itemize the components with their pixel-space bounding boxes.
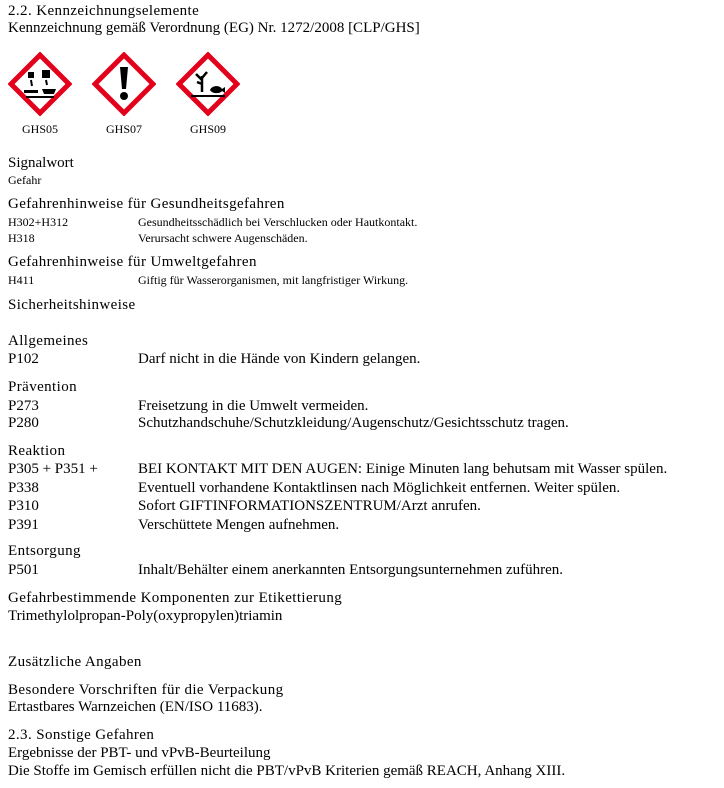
precaution-code: P273 [8,398,39,414]
disposal-title: Entsorgung [8,543,81,559]
exclamation-mark-icon [92,52,156,116]
general-title: Allgemeines [8,333,89,349]
hazard-text: Verursacht schwere Augenschäden. [138,231,308,245]
precaution-code: P305 + P351 + [8,461,98,477]
pictogram-label: GHS05 [21,122,58,136]
precaution-code: P102 [8,351,39,367]
environment-icon [176,52,240,116]
corrosion-icon [8,52,72,116]
precaution-code: P338 [8,480,39,496]
signal-word-title: Signalwort [8,155,74,171]
precaution-code: P391 [8,517,39,533]
precaution-code: P501 [8,562,39,578]
components-title: Gefahrbestimmende Komponenten zur Etikettierung [8,590,343,606]
prevention-title: Prävention [8,379,77,395]
section-subheading: Kennzeichnung gemäß Verordnung (EG) Nr. 1272/2008 [CLP/GHS] [8,20,420,36]
pbt-title: Ergebnisse der PBT- und vPvB-Beurteilung [8,745,271,761]
hazard-code: H302+H312 [8,215,69,229]
precaution-text: Inhalt/Behälter einem anerkannten Entsorgungsunternehmen zuführen. [138,562,563,578]
hazard-text: Gesundheitsschädlich bei Verschlucken oder Hautkontakt. [138,215,418,229]
precaution-text: Schutzhandschuhe/Schutzkleidung/Augenschutz/Gesichtsschutz tragen. [138,415,569,431]
hazard-code: H411 [8,273,35,287]
signal-word-value: Gefahr [8,173,42,187]
hazard-text: Giftig für Wasserorganismen, mit langfristiger Wirkung. [138,273,409,287]
health-hazards-title: Gefahrenhinweise für Gesundheitsgefahren [8,196,285,212]
packaging-title: Besondere Vorschriften für die Verpackung [8,682,284,698]
precaution-text: Eventuell vorhandene Kontaktlinsen nach Möglichkeit entfernen. Weiter spülen. [138,480,621,496]
section-heading: 2.2. Kennzeichnungselemente [8,3,200,19]
components-value: Trimethylolpropan-Poly(oxypropylen)triamin [8,608,283,624]
pictogram-label: GHS09 [189,122,226,136]
precaution-text: Verschüttete Mengen aufnehmen. [138,517,340,533]
reaction-title: Reaktion [8,443,66,459]
other-hazards-heading: 2.3. Sonstige Gefahren [8,727,155,743]
precaution-code: P310 [8,498,39,514]
precaution-text: Freisetzung in die Umwelt vermeiden. [138,398,369,414]
pictogram-label: GHS07 [105,122,142,136]
pbt-value: Die Stoffe im Gemisch erfüllen nicht die PBT/vPvB Kriterien gemäß REACH, Anhang XIII. [8,763,566,779]
precaution-code: P280 [8,415,39,431]
additional-title: Zusätzliche Angaben [8,654,142,670]
precaution-text: BEI KONTAKT MIT DEN AUGEN: Einige Minuten lang behutsam mit Wasser spülen. [138,461,668,477]
packaging-value: Ertastbares Warnzeichen (EN/ISO 11683). [8,699,263,715]
safety-title: Sicherheitshinweise [8,297,136,313]
hazard-code: H318 [8,231,35,245]
precaution-text: Sofort GIFTINFORMATIONSZENTRUM/Arzt anrufen. [138,498,481,514]
precaution-text: Darf nicht in die Hände von Kindern gelangen. [138,351,421,367]
environment-hazards-title: Gefahrenhinweise für Umweltgefahren [8,254,257,270]
